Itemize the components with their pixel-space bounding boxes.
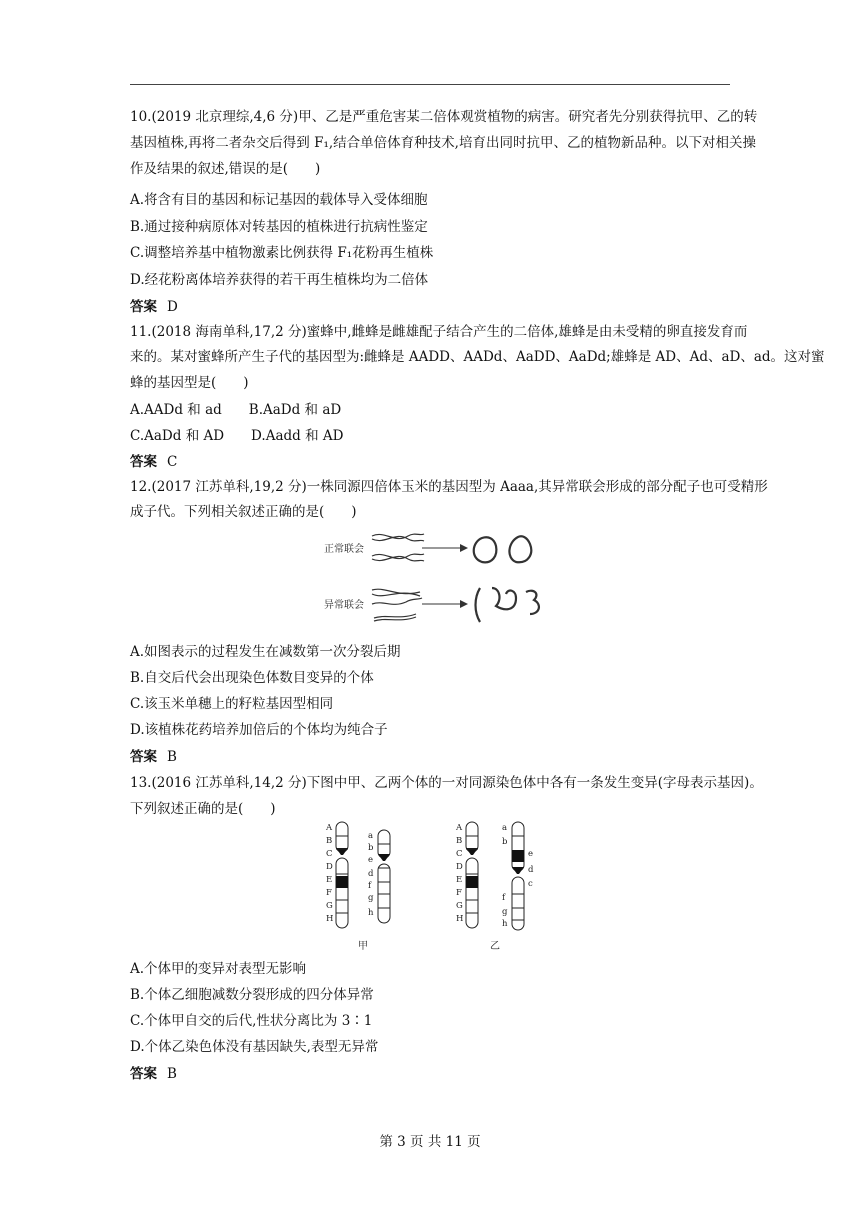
answer-value: C (167, 454, 178, 470)
chromosome-yi-normal (466, 858, 478, 928)
normal-synapsis-label: 正常联会 (324, 544, 364, 555)
gene-label: f (502, 893, 506, 903)
gene-label: C (326, 849, 333, 859)
answer-value: B (167, 1066, 177, 1082)
gene-label: g (368, 893, 374, 903)
q10-option-d: D.经花粉离体培养获得的若干再生植株均为二倍体 (130, 272, 429, 288)
gene-label: A (326, 823, 333, 833)
page-footer: 第 3 页 共 11 页 (379, 1134, 481, 1150)
gene-label: a (502, 823, 508, 833)
q10-option-a: A.将含有目的基因和标记基因的载体导入受体细胞 (130, 192, 428, 208)
gene-label: A (456, 823, 463, 833)
q12-option-d: D.该植株花药培养加倍后的个体均为纯合子 (130, 722, 388, 738)
q12-stem-line: 12.(2017 江苏单科,19,2 分)一株同源四倍体玉米的基因型为 Aaaa,其异常联会形成的部分配子也可受精形 (130, 479, 768, 495)
chromosome-figure (318, 818, 558, 956)
gene-label: E (326, 875, 333, 885)
q11-stem-line: 来的。某对蜜蜂所产生子代的基因型为:雌蜂是 AADD、AADd、AaDD、AaDd;雄蜂是 AD、Ad、aD、ad。这对蜜 (130, 349, 825, 365)
centromere (378, 854, 390, 861)
gene-label: e (368, 855, 374, 865)
gene-label: b (502, 837, 508, 847)
gene-label: D (456, 862, 463, 872)
header-rule (130, 84, 730, 85)
gene-label: d (528, 865, 534, 875)
abnormal-synapsis-label: 异常联会 (324, 600, 364, 611)
q13-option-c: C.个体甲自交的后代,性状分离比为 3∶1 (130, 1013, 373, 1029)
centromere (512, 867, 524, 874)
jia-label: 甲 (358, 941, 368, 952)
q11-stem-line: 11.(2018 海南单科,17,2 分)蜜蜂中,雌蜂是雌雄配子结合产生的二倍体,雄蜂是由未受精的卵直接发育而 (130, 324, 748, 340)
normal-chromosome-pairs (372, 534, 424, 561)
gene-label: F (326, 888, 332, 898)
arrow-abnormal (422, 600, 468, 608)
q10-answer (130, 298, 178, 316)
q13-option-a: A.个体甲的变异对表型无影响 (130, 961, 307, 977)
q13-answer (130, 1065, 177, 1083)
gene-label: B (326, 836, 333, 846)
dark-band (336, 876, 348, 888)
q11-stem-line: 蜂的基因型是( ) (130, 375, 249, 391)
q11-options-ab: A.AADd 和 ad B.AaDd 和 aD (130, 402, 342, 418)
gene-label: D (326, 862, 333, 872)
gene-label: b (368, 843, 374, 853)
q10-stem-line: 10.(2019 北京理综,4,6 分)甲、乙是严重危害某二倍体观赏植物的病害。研究者先分别获得抗甲、乙的转 (130, 109, 758, 125)
q12-option-c: C.该玉米单穗上的籽粒基因型相同 (130, 696, 334, 712)
gene-label: f (368, 881, 372, 891)
answer-label: 答案 (130, 749, 157, 765)
chromosome-yi-inverted (512, 822, 524, 871)
q10-option-c: C.调整培养基中植物激素比例获得 F₁花粉再生植株 (130, 245, 434, 261)
q12-option-b: B.自交后代会出现染色体数目变异的个体 (130, 670, 374, 686)
q11-options-cd: C.AaDd 和 AD D.Aadd 和 AD (130, 428, 344, 444)
gene-label: e (528, 849, 534, 859)
q12-option-a: A.如图表示的过程发生在减数第一次分裂后期 (130, 644, 401, 660)
gene-label: G (456, 901, 463, 911)
arrow-normal (422, 544, 468, 552)
q12-answer (130, 748, 177, 766)
answer-label: 答案 (130, 299, 157, 315)
q13-stem-line: 下列叙述正确的是( ) (130, 801, 276, 817)
gene-label: h (368, 908, 374, 918)
gene-label: H (326, 914, 334, 924)
gene-label: B (456, 836, 463, 846)
gene-label: E (456, 875, 463, 885)
gene-label: G (326, 901, 333, 911)
q10-stem-line: 作及结果的叙述,错误的是( ) (130, 161, 321, 177)
ring-quadrivalents (474, 536, 532, 562)
gene-label: h (502, 919, 508, 929)
answer-label: 答案 (130, 1066, 157, 1082)
abnormal-chromosome-pairs (372, 589, 422, 621)
q13-stem-line: 13.(2016 江苏单科,14,2 分)下图中甲、乙两个体的一对同源染色体中各有一条发生变异(字母表示基因)。 (130, 775, 763, 791)
gene-label: H (456, 914, 464, 924)
gene-label: d (368, 869, 374, 879)
gene-label: F (456, 888, 462, 898)
q13-option-d: D.个体乙染色体没有基因缺失,表型无异常 (130, 1039, 379, 1055)
chromosome-yi-inverted (512, 877, 524, 930)
synapsis-figure (320, 528, 550, 628)
q10-option-b: B.通过接种病原体对转基因的植株进行抗病性鉴定 (130, 219, 428, 235)
q12-stem-line: 成子代。下列相关叙述正确的是( ) (130, 504, 357, 520)
gene-label: g (502, 907, 508, 917)
gene-label: a (368, 831, 374, 841)
chromosome-jia-normal (336, 858, 348, 928)
answer-value: B (167, 749, 177, 765)
gene-label: C (456, 849, 463, 859)
chromosome-yi-normal (466, 822, 478, 852)
abnormal-bivalent-shapes (476, 588, 539, 622)
gene-label: c (528, 879, 533, 889)
dark-band (512, 850, 524, 862)
dark-band (466, 876, 478, 888)
q10-stem-line: 基因植株,再将二者杂交后得到 F₁,结合单倍体育种技术,培育出同时抗甲、乙的植物新品种。以下对相关操 (130, 135, 756, 151)
q13-option-b: B.个体乙细胞减数分裂形成的四分体异常 (130, 987, 374, 1003)
yi-label: 乙 (490, 941, 500, 952)
q11-answer (130, 453, 177, 471)
answer-label: 答案 (130, 454, 157, 470)
chromosome-jia-normal (336, 822, 348, 852)
answer-value: D (167, 299, 178, 315)
